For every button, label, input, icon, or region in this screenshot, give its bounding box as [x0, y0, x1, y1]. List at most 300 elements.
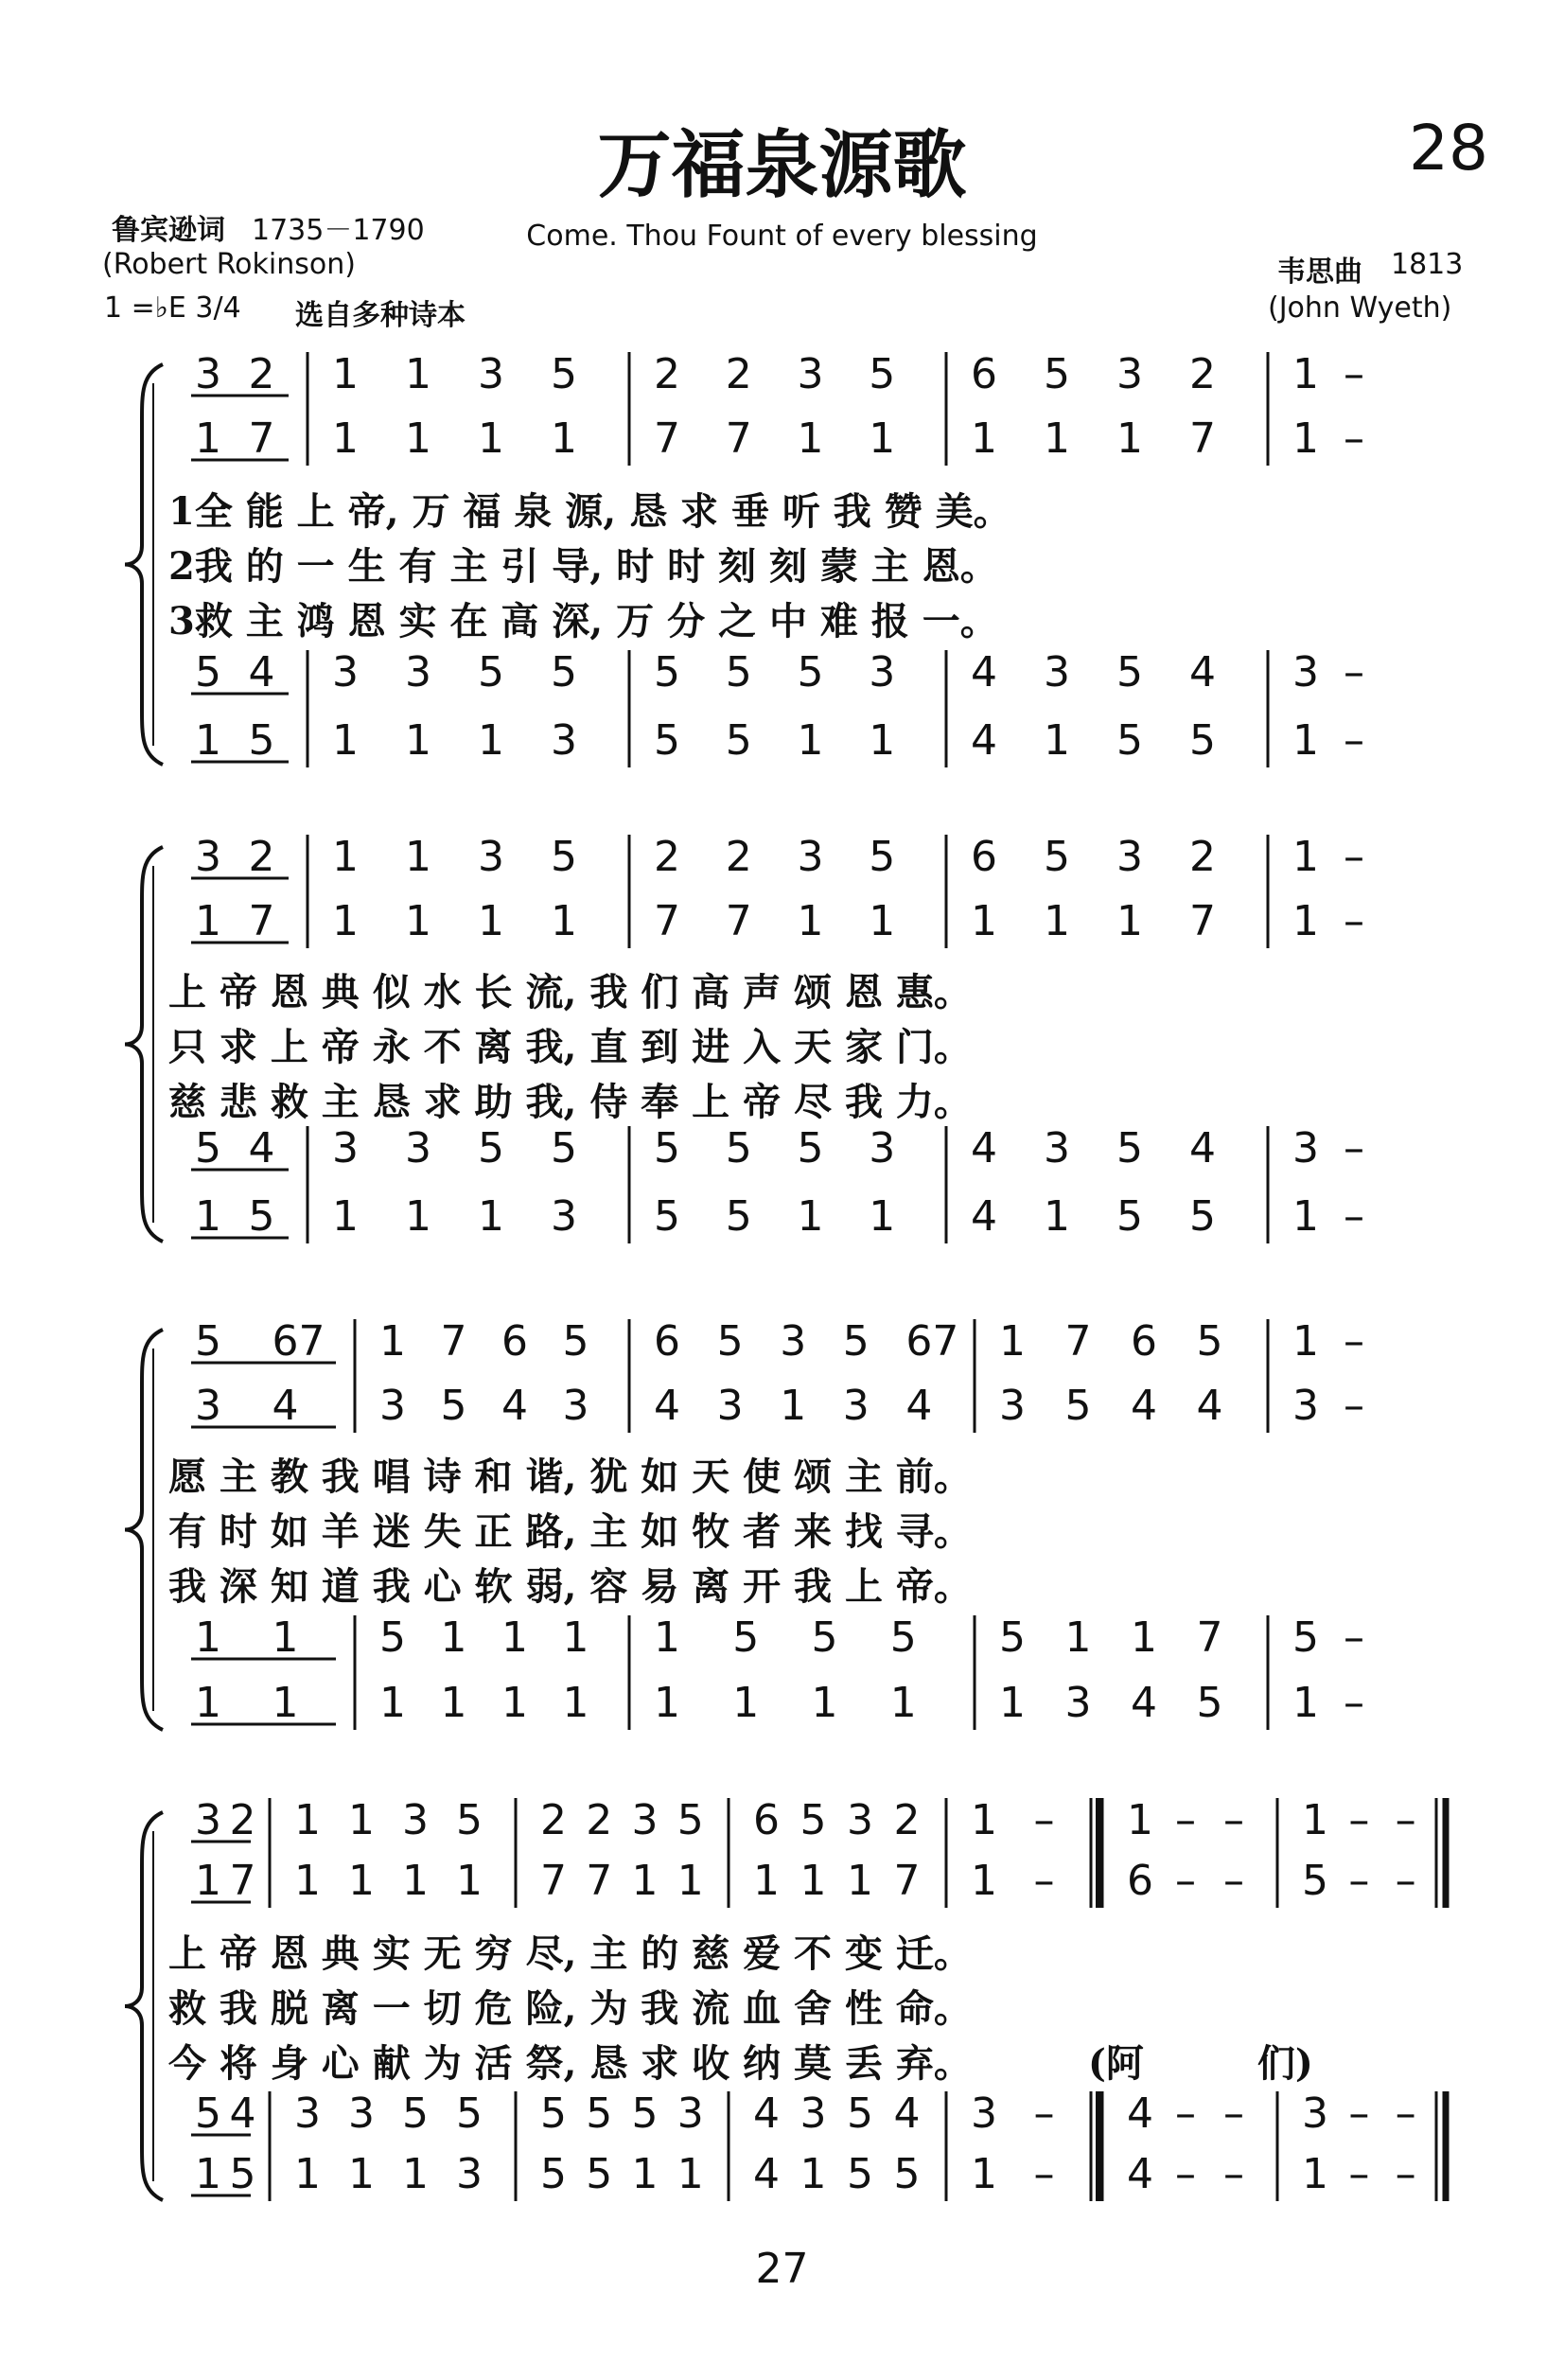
soprano-note: 6 [1131, 1317, 1157, 1366]
system-brace [125, 1812, 163, 2200]
bass-note: 4 [753, 2150, 780, 2198]
alto-note: 7 [654, 414, 680, 463]
tenor-note: 4 [753, 2089, 780, 2138]
system-1 [125, 350, 1364, 767]
tenor-note: – [1348, 2089, 1370, 2138]
tenor-note: 4 [248, 1124, 275, 1172]
soprano-note: 1 [332, 350, 359, 398]
tenor-note: 4 [1189, 648, 1216, 696]
soprano-note: 2 [586, 1796, 613, 1844]
tenor-note: 5 [456, 2089, 483, 2138]
lyric-verse-1: 上 帝 恩 典 似 水 长 流, 我 们 高 声 颂 恩 惠。 [168, 970, 972, 1014]
lyricist-cn: 鲁宾逊词 [112, 214, 225, 247]
soprano-note: – [1175, 1796, 1196, 1844]
alto-note: – [1348, 1857, 1370, 1905]
soprano-note: 6 [753, 1796, 780, 1844]
soprano-note: 1 [1302, 1796, 1328, 1844]
bass-note: 1 [797, 716, 824, 765]
alto-note: 3 [195, 1382, 221, 1430]
alto-note: 1 [797, 897, 824, 945]
key-signature: 1 =♭E 3/4 [104, 291, 241, 325]
tenor-note: 5 [654, 648, 680, 696]
tenor-note: 5 [725, 1124, 752, 1172]
alto-note: 1 [1292, 897, 1319, 945]
tenor-note: – [1175, 2089, 1196, 2138]
lyric-verse-1: 1全 能 上 帝, 万 福 泉 源, 恳 求 垂 听 我 赞 美。 [168, 489, 1011, 534]
system-3 [125, 1317, 1364, 1730]
bass-note: 5 [1196, 1679, 1223, 1727]
soprano-note: 5 [1044, 350, 1070, 398]
tenor-note: 5 [195, 648, 221, 696]
bass-note: 1 [631, 2150, 659, 2198]
lyric-verse-1: 上 帝 恩 典 实 无 穷 尽, 主 的 慈 爱 不 变 迁。 [168, 1931, 972, 1976]
alto-note: – [1033, 1857, 1055, 1905]
tenor-note: 3 [1302, 2089, 1328, 2138]
tenor-note: 4 [229, 2089, 256, 2138]
soprano-note: 5 [869, 350, 896, 398]
bass-note: 5 [893, 2150, 921, 2198]
soprano-note: 5 [677, 1796, 704, 1844]
soprano-note: 1 [971, 1796, 997, 1844]
alto-note: 1 [195, 897, 221, 945]
alto-note: 3 [716, 1382, 744, 1430]
lyricist-years: 1735－1790 [252, 214, 425, 247]
soprano-note: 3 [1116, 350, 1143, 398]
tenor-note: 7 [1196, 1613, 1223, 1662]
alto-note: 1 [402, 1857, 429, 1905]
lyric-verse-1: 愿 主 教 我 唱 诗 和 谐, 犹 如 天 使 颂 主 前。 [168, 1454, 972, 1499]
tenor-note: 5 [631, 2089, 659, 2138]
lyric-verse-2: 只 求 上 帝 永 不 离 我, 直 到 进 入 天 家 门。 [168, 1025, 972, 1069]
lyric-verse-2: 救 我 脱 离 一 切 危 险, 为 我 流 血 舍 性 命。 [168, 1986, 972, 2031]
alto-note: 1 [551, 897, 577, 945]
soprano-note: 5 [1044, 833, 1070, 881]
tenor-note: – [1344, 648, 1364, 696]
bass-note: 1 [440, 1679, 467, 1727]
bass-note: 5 [725, 1192, 752, 1241]
alto-note: 6 [1127, 1857, 1153, 1905]
bass-note: 3 [551, 716, 577, 765]
bass-note: 5 [248, 716, 275, 765]
lyric-verse-3: 今 将 身 心 献 为 活 祭, 恳 求 收 纳 莫 丢 弃。 [168, 2041, 972, 2086]
system-brace [125, 364, 163, 765]
bass-note: 1 [332, 1192, 359, 1241]
alto-note: 1 [800, 1857, 827, 1905]
alto-note: – [1344, 1382, 1364, 1430]
tenor-note: – [1395, 2089, 1416, 2138]
tenor-note: 5 [889, 1613, 917, 1662]
alto-note: 7 [1189, 897, 1216, 945]
bass-note: 5 [229, 2150, 256, 2198]
bass-note: 1 [797, 1192, 824, 1241]
tenor-note: 1 [440, 1613, 467, 1662]
soprano-note: 5 [551, 350, 577, 398]
soprano-note: 3 [797, 833, 824, 881]
alto-note: 3 [999, 1382, 1026, 1430]
bass-note: – [1175, 2150, 1196, 2198]
tenor-note: 5 [1116, 648, 1143, 696]
alto-note: 1 [456, 1857, 483, 1905]
bass-note: 4 [971, 716, 997, 765]
soprano-note: 2 [725, 350, 752, 398]
alto-note: 4 [1131, 1382, 1157, 1430]
tenor-note: 5 [195, 2089, 221, 2138]
soprano-note: 1 [405, 833, 431, 881]
bass-note: 1 [1044, 716, 1070, 765]
soprano-note: 2 [1189, 350, 1216, 398]
bass-note: 5 [540, 2150, 567, 2198]
bass-note: 1 [1292, 1679, 1319, 1727]
bass-note: 1 [379, 1679, 406, 1727]
tenor-note: – [1344, 1613, 1364, 1662]
alto-note: 7 [893, 1857, 921, 1905]
amen-lyric: (阿 们) [1088, 2041, 1313, 2086]
alto-note: 1 [195, 414, 221, 463]
tenor-note: 3 [869, 648, 896, 696]
alto-note: 5 [440, 1382, 467, 1430]
bass-note: 1 [869, 1192, 896, 1241]
alto-note: 1 [195, 1857, 221, 1905]
composer-cn: 韦思曲 [1277, 256, 1362, 289]
lyricist-en: (Robert Rokinson) [102, 248, 356, 281]
hymn-title: 万福泉源歌 [597, 122, 967, 208]
bass-note: 5 [586, 2150, 613, 2198]
alto-note: 7 [1189, 414, 1216, 463]
bass-note: 1 [332, 716, 359, 765]
soprano-note: 3 [195, 1796, 221, 1844]
bass-note: 5 [847, 2150, 873, 2198]
tenor-note: 4 [1127, 2089, 1153, 2138]
soprano-note: 1 [1292, 350, 1319, 398]
tenor-note: 5 [195, 1124, 221, 1172]
alto-note: 7 [540, 1857, 567, 1905]
tenor-note: 5 [797, 648, 824, 696]
soprano-note: 2 [229, 1796, 256, 1844]
soprano-note: – [1344, 350, 1364, 398]
bass-note: 4 [1131, 1679, 1157, 1727]
bass-note: 4 [1127, 2150, 1153, 2198]
tenor-note: – [1223, 2089, 1244, 2138]
bass-note: – [1344, 716, 1364, 765]
soprano-note: 3 [1116, 833, 1143, 881]
alto-note: 7 [229, 1857, 256, 1905]
bass-note: 1 [1292, 716, 1319, 765]
alto-note: 5 [1064, 1382, 1092, 1430]
soprano-note: 3 [195, 833, 221, 881]
tenor-note: – [1033, 2089, 1055, 2138]
bass-note: 1 [1302, 2150, 1328, 2198]
bass-note: 1 [800, 2150, 827, 2198]
bass-note: 1 [501, 1679, 528, 1727]
alto-note: 4 [905, 1382, 933, 1430]
tenor-note: 3 [332, 1124, 359, 1172]
alto-note: 1 [1116, 414, 1143, 463]
tenor-note: 1 [1131, 1613, 1157, 1662]
soprano-note: 6 [501, 1317, 528, 1366]
tenor-note: 3 [971, 2089, 997, 2138]
lyric-verse-3: 我 深 知 道 我 心 软 弱, 容 易 离 开 我 上 帝。 [168, 1564, 972, 1609]
system-2 [125, 833, 1364, 1243]
soprano-note: 2 [654, 833, 680, 881]
soprano-note: 6 [971, 833, 997, 881]
tenor-note: 1 [1064, 1613, 1092, 1662]
tenor-note: 4 [893, 2089, 921, 2138]
soprano-note: 1 [294, 1796, 321, 1844]
tenor-note: 5 [725, 648, 752, 696]
tenor-note: 3 [869, 1124, 896, 1172]
tenor-note: 3 [1044, 648, 1070, 696]
alto-note: – [1344, 414, 1364, 463]
alto-note: 7 [586, 1857, 613, 1905]
soprano-note: 1 [405, 350, 431, 398]
composer-en: (John Wyeth) [1268, 291, 1452, 325]
alto-note: 7 [248, 414, 275, 463]
alto-note: 4 [1196, 1382, 1223, 1430]
alto-note: 1 [971, 897, 997, 945]
bass-note: 1 [999, 1679, 1026, 1727]
alto-note: 1 [405, 897, 431, 945]
bass-note: 1 [1292, 1192, 1319, 1241]
alto-note: 1 [847, 1857, 873, 1905]
bass-note: 1 [1044, 1192, 1070, 1241]
soprano-note: 3 [780, 1317, 807, 1366]
alto-note: 1 [869, 414, 896, 463]
alto-note: 1 [332, 414, 359, 463]
alto-note: 1 [971, 1857, 997, 1905]
tenor-note: 1 [562, 1613, 589, 1662]
alto-note: 1 [332, 897, 359, 945]
tenor-note: 3 [405, 1124, 431, 1172]
bass-note: 5 [725, 716, 752, 765]
bass-note: 1 [195, 716, 221, 765]
system-brace [125, 847, 163, 1242]
bass-note: – [1033, 2150, 1055, 2198]
soprano-note: 7 [440, 1317, 467, 1366]
soprano-note: – [1344, 1317, 1364, 1366]
tenor-note: 5 [586, 2089, 613, 2138]
tenor-note: 3 [348, 2089, 375, 2138]
tenor-note: 5 [1292, 1613, 1319, 1662]
bass-note: 1 [195, 1679, 221, 1727]
bass-note: 5 [1189, 1192, 1216, 1241]
bass-note: 1 [195, 1192, 221, 1241]
lyric-verse-2: 有 时 如 羊 迷 失 正 路, 主 如 牧 者 来 找 寻。 [168, 1509, 972, 1554]
alto-note: 1 [677, 1857, 704, 1905]
bass-note: 1 [405, 1192, 431, 1241]
tenor-note: – [1344, 1124, 1364, 1172]
bass-note: – [1348, 2150, 1370, 2198]
alto-note: 3 [842, 1382, 870, 1430]
alto-note: 1 [294, 1857, 321, 1905]
bass-note: 4 [971, 1192, 997, 1241]
soprano-note: 1 [1292, 833, 1319, 881]
bass-note: 1 [478, 1192, 504, 1241]
bass-note: 1 [971, 2150, 997, 2198]
tenor-note: 3 [677, 2089, 704, 2138]
soprano-note: 3 [797, 350, 824, 398]
soprano-note: 2 [540, 1796, 567, 1844]
tenor-note: 4 [971, 1124, 997, 1172]
alto-note: – [1344, 897, 1364, 945]
alto-note: 1 [971, 414, 997, 463]
tenor-note: 3 [800, 2089, 827, 2138]
bass-note: 1 [732, 1679, 760, 1727]
bass-note: – [1223, 2150, 1244, 2198]
alto-note: 1 [405, 414, 431, 463]
tenor-note: 5 [402, 2089, 429, 2138]
soprano-note: 5 [562, 1317, 589, 1366]
bass-note: 1 [654, 1679, 680, 1727]
bass-note: 3 [551, 1192, 577, 1241]
tenor-note: 5 [1116, 1124, 1143, 1172]
soprano-note: 5 [716, 1317, 744, 1366]
soprano-note: 3 [847, 1796, 873, 1844]
tenor-note: 1 [195, 1613, 221, 1662]
bass-note: 1 [195, 2150, 221, 2198]
tenor-note: 5 [478, 648, 504, 696]
tenor-note: 3 [1292, 1124, 1319, 1172]
bass-note: 1 [294, 2150, 321, 2198]
bass-note: 5 [1189, 716, 1216, 765]
alto-note: 1 [478, 414, 504, 463]
soprano-note: 7 [1064, 1317, 1092, 1366]
lyric-verse-2: 2我 的 一 生 有 主 引 导, 时 时 刻 刻 蒙 主 恩。 [168, 544, 998, 589]
tenor-note: 5 [811, 1613, 838, 1662]
soprano-note: 1 [1127, 1796, 1153, 1844]
soprano-note: 2 [654, 350, 680, 398]
soprano-note: 67 [272, 1317, 325, 1366]
bass-note: 1 [811, 1679, 838, 1727]
soprano-note: 5 [842, 1317, 870, 1366]
tenor-note: 5 [797, 1124, 824, 1172]
hymn-number: 28 [1409, 112, 1488, 185]
alto-note: 1 [797, 414, 824, 463]
alto-note: 4 [654, 1382, 680, 1430]
alto-note: 1 [1292, 414, 1319, 463]
bass-note: 1 [869, 716, 896, 765]
bass-note: 1 [478, 716, 504, 765]
alto-note: 1 [478, 897, 504, 945]
soprano-note: – [1395, 1796, 1416, 1844]
alto-note: – [1395, 1857, 1416, 1905]
bass-note: 1 [562, 1679, 589, 1727]
tenor-note: 5 [478, 1124, 504, 1172]
soprano-note: 3 [478, 833, 504, 881]
soprano-note: 5 [800, 1796, 827, 1844]
bass-note: 3 [456, 2150, 483, 2198]
alto-note: 7 [725, 414, 752, 463]
system-4 [125, 1796, 1446, 2201]
tenor-note: 4 [248, 648, 275, 696]
soprano-note: 67 [905, 1317, 959, 1366]
alto-note: 1 [551, 414, 577, 463]
alto-note: – [1223, 1857, 1244, 1905]
soprano-note: 3 [478, 350, 504, 398]
tenor-note: 3 [405, 648, 431, 696]
bass-note: 3 [1064, 1679, 1092, 1727]
tenor-note: 4 [971, 648, 997, 696]
tenor-note: 4 [1189, 1124, 1216, 1172]
bass-note: 5 [654, 1192, 680, 1241]
page-number: 27 [755, 2245, 809, 2293]
tenor-note: 3 [1044, 1124, 1070, 1172]
soprano-note: 3 [195, 350, 221, 398]
bass-note: 5 [1116, 716, 1143, 765]
bass-note: 5 [1116, 1192, 1143, 1241]
source-note: 选自多种诗本 [295, 299, 466, 332]
soprano-note: 6 [654, 1317, 680, 1366]
alto-note: 7 [654, 897, 680, 945]
soprano-note: – [1223, 1796, 1244, 1844]
soprano-note: 3 [631, 1796, 659, 1844]
bass-note: 5 [248, 1192, 275, 1241]
lyric-verse-3: 慈 悲 救 主 恳 求 助 我, 侍 奉 上 帝 尽 我 力。 [168, 1080, 972, 1124]
tenor-note: 5 [379, 1613, 406, 1662]
bass-note: 1 [405, 716, 431, 765]
alto-note: 4 [501, 1382, 528, 1430]
alto-note: 7 [248, 897, 275, 945]
alto-note: – [1175, 1857, 1196, 1905]
soprano-note: – [1348, 1796, 1370, 1844]
alto-note: 1 [348, 1857, 375, 1905]
alto-note: 3 [1292, 1382, 1319, 1430]
tenor-note: 3 [1292, 648, 1319, 696]
alto-note: 1 [869, 897, 896, 945]
alto-note: 7 [725, 897, 752, 945]
alto-note: 1 [1044, 897, 1070, 945]
soprano-note: 2 [248, 833, 275, 881]
tenor-note: 3 [332, 648, 359, 696]
soprano-note: 2 [248, 350, 275, 398]
alto-note: 3 [379, 1382, 406, 1430]
soprano-note: 2 [893, 1796, 921, 1844]
soprano-note: 1 [379, 1317, 406, 1366]
soprano-note: 1 [332, 833, 359, 881]
tenor-note: 1 [501, 1613, 528, 1662]
soprano-note: – [1344, 833, 1364, 881]
alto-note: 3 [562, 1382, 589, 1430]
soprano-note: – [1033, 1796, 1055, 1844]
tenor-note: 5 [551, 648, 577, 696]
alto-note: 5 [1302, 1857, 1328, 1905]
tenor-note: 3 [294, 2089, 321, 2138]
soprano-note: 1 [348, 1796, 375, 1844]
alto-note: 1 [631, 1857, 659, 1905]
tenor-note: 5 [551, 1124, 577, 1172]
soprano-note: 2 [725, 833, 752, 881]
soprano-note: 5 [551, 833, 577, 881]
bass-note: 1 [889, 1679, 917, 1727]
bass-note: 1 [677, 2150, 704, 2198]
bass-note: 1 [402, 2150, 429, 2198]
hymn-subtitle: Come. Thou Fount of every blessing [526, 220, 1038, 253]
soprano-note: 5 [1196, 1317, 1223, 1366]
bass-note: 1 [272, 1679, 299, 1727]
bass-note: 5 [654, 716, 680, 765]
bass-note: 1 [348, 2150, 375, 2198]
tenor-note: 1 [654, 1613, 680, 1662]
alto-note: 1 [753, 1857, 780, 1905]
tenor-note: 5 [999, 1613, 1026, 1662]
alto-note: 1 [1116, 897, 1143, 945]
alto-note: 1 [1044, 414, 1070, 463]
tenor-note: 5 [654, 1124, 680, 1172]
soprano-note: 5 [869, 833, 896, 881]
alto-note: 1 [780, 1382, 807, 1430]
soprano-note: 3 [402, 1796, 429, 1844]
system-brace [125, 1330, 163, 1730]
soprano-note: 6 [971, 350, 997, 398]
